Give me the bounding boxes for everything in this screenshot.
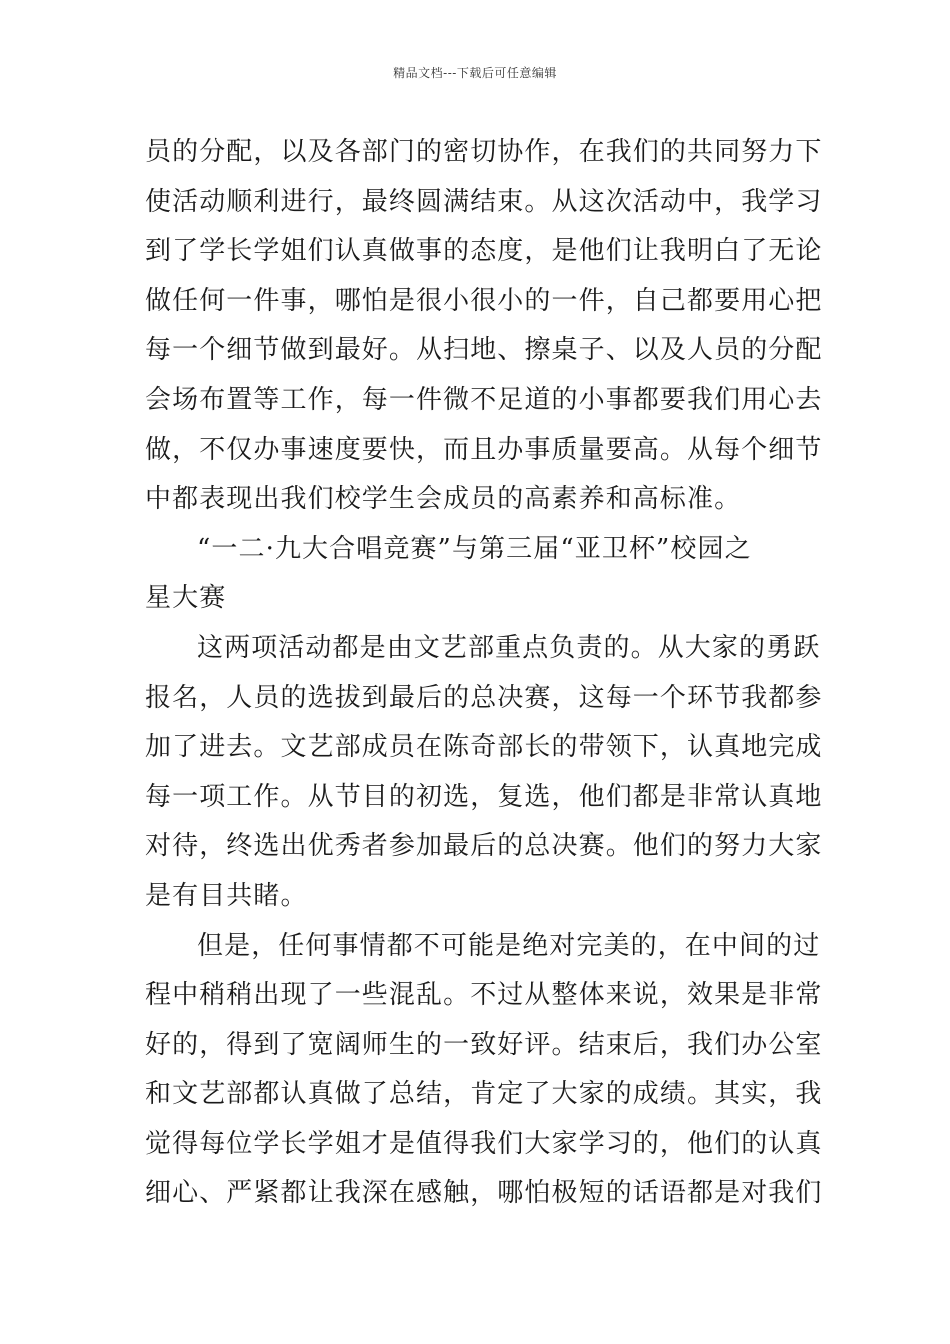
text-line: 做，不仅办事速度要快，而且办事质量要高。从每个细节	[145, 434, 823, 465]
text-line: 每一项工作。从节目的初选，复选，他们都是非常认真地	[145, 781, 823, 812]
text-line: 对待，终选出优秀者参加最后的总决赛。他们的努力大家	[145, 831, 823, 862]
text-line: 和文艺部都认真做了总结，肯定了大家的成绩。其实，我	[145, 1079, 823, 1110]
text-line: 加了进去。文艺部成员在陈奇部长的带领下，认真地完成	[145, 732, 823, 763]
text-line: 好的，得到了宽阔师生的一致好评。结束后，我们办公室	[145, 1029, 823, 1060]
text-line: 中都表现出我们校学生会成员的高素养和高标准。	[145, 484, 742, 515]
text-line: 程中稍稍出现了一些混乱。不过从整体来说，效果是非常	[145, 980, 823, 1011]
text-line: 细心、严紧都让我深在感触，哪怕极短的话语都是对我们	[145, 1178, 823, 1209]
text-line: 会场布置等工作，每一件微不足道的小事都要我们用心去	[145, 384, 823, 415]
text-line: 做任何一件事，哪怕是很小很小的一件，自己都要用心把	[145, 285, 823, 316]
section-heading-line: 星大赛	[145, 583, 227, 614]
text-line: 使活动顺利进行，最终圆满结束。从这次活动中，我学习	[145, 186, 823, 217]
text-line: 员的分配，以及各部门的密切协作，在我们的共同努力下	[145, 137, 823, 167]
section-heading-line: “一二·九大合唱竞赛”与第三届“亚卫杯”校园之	[197, 533, 752, 564]
page-header: 精品文档---下载后可任意编辑	[393, 66, 557, 80]
text-line: 是有目共睹。	[145, 880, 308, 911]
text-line: 到了学长学姐们认真做事的态度，是他们让我明白了无论	[145, 236, 823, 267]
text-line: 这两项活动都是由文艺部重点负责的。从大家的勇跃	[197, 632, 821, 663]
text-line: 报名，人员的选拔到最后的总决赛，这每一个环节我都参	[145, 682, 823, 713]
document-body	[145, 128, 823, 1219]
text-line: 但是，任何事情都不可能是绝对完美的，在中间的过	[197, 930, 821, 961]
text-line: 觉得每位学长学姐才是值得我们大家学习的，他们的认真	[145, 1128, 823, 1159]
text-line: 每一个细节做到最好。从扫地、擦桌子、以及人员的分配	[145, 335, 823, 366]
